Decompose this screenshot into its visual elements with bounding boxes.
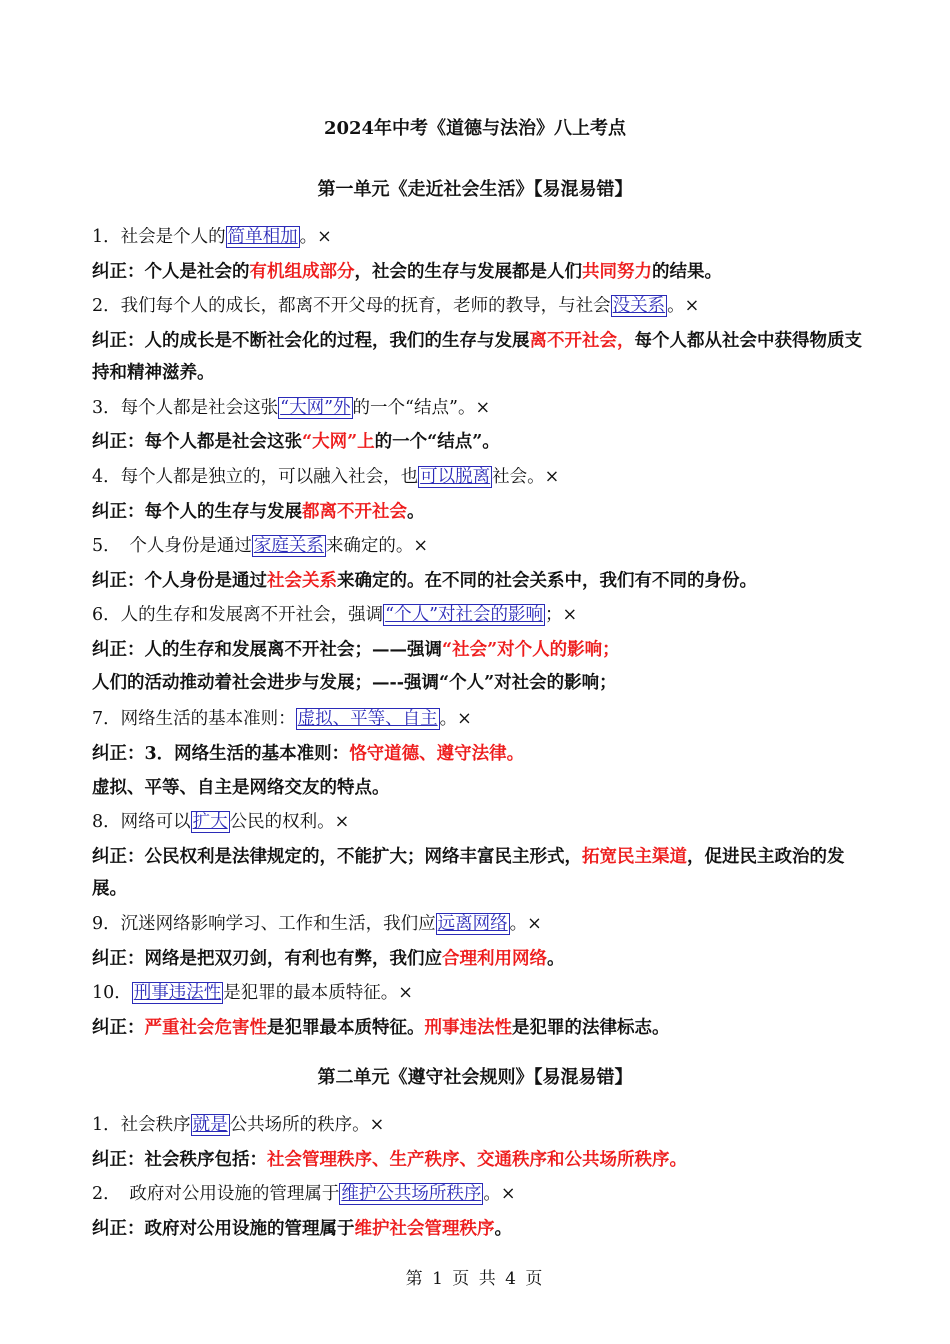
question-5: 5． 个人身份是通过 家庭关系 来确定的。× <box>92 536 429 556</box>
question-7: 7．网络生活的基本准则： 虚拟、平等、自主 。× <box>92 709 472 729</box>
correction-4: 纠正：每个人的生存与发展都离不开社会。 <box>92 502 425 522</box>
error-highlight: “个人”对社会的影响 <box>385 605 544 625</box>
error-highlight: 虚拟、平等、自主 <box>297 709 438 729</box>
correction-1: 纠正：个人是社会的有机组成部分，社会的生存与发展都是人们共同努力的结果。 <box>92 262 722 282</box>
section-heading-1: 第一单元《走近社会生活》【易混易错】 <box>317 179 633 200</box>
page-footer: 第 1 页 共 4 页 <box>405 1269 545 1289</box>
error-highlight: 可以脱离 <box>420 467 491 487</box>
error-highlight: 维护公共场所秩序 <box>341 1184 482 1204</box>
error-highlight: 简单相加 <box>227 227 298 247</box>
error-highlight: 家庭关系 <box>253 536 324 556</box>
question-2: 2．我们每个人的成长，都离不开父母的抚育，老师的教导，与社会 没关系 。× <box>92 296 700 316</box>
page-title: 2024年中考《道德与法治》八上考点 <box>323 118 627 139</box>
section-heading-2: 第二单元《遵守社会规则》【易混易错】 <box>317 1067 633 1088</box>
error-highlight: 扩大 <box>192 812 228 832</box>
question-4: 4．每个人都是独立的，可以融入社会，也 可以脱离 社会。× <box>92 467 560 487</box>
correction-7: 纠正：3．网络生活的基本准则：恪守道德、遵守法律。 <box>92 744 525 764</box>
question-6: 6．人的生存和发展离不开社会，强调 “个人”对社会的影响 ；× <box>92 605 578 625</box>
question-8: 8．网络可以 扩大 公民的权利。× <box>92 812 350 832</box>
question-9: 9．沉迷网络影响学习、工作和生活，我们应 远离网络 。× <box>92 914 542 934</box>
error-highlight: 就是 <box>192 1115 228 1135</box>
error-highlight: 远离网络 <box>437 914 508 934</box>
correction-10: 纠正：严重社会危害性是犯罪最本质特征。刑事违法性是犯罪的法律标志。 <box>92 1018 670 1038</box>
question-3: 3．每个人都是社会这张 “大网”外 的一个“结点”。× <box>92 398 491 418</box>
question-10: 10． 刑事违法性 是犯罪的最本质特征。× <box>92 983 413 1003</box>
question-s2-2: 2． 政府对公用设施的管理属于 维护公共场所秩序 。× <box>92 1184 516 1204</box>
correction-2: 纠正：人的成长是不断社会化的过程，我们的生存与发展离不开社会，每个人都从社会中获得物质支持和精神滋养。 <box>92 331 862 383</box>
question-1: 1．社会是个人的 简单相加 。× <box>92 227 332 247</box>
correction-3: 纠正：每个人都是社会这张“大网”上的一个“结点”。 <box>92 432 500 452</box>
error-highlight: 没关系 <box>612 296 666 316</box>
correction-s2-1: 纠正：社会秩序包括：社会管理秩序、生产秩序、交通秩序和公共场所秩序。 <box>92 1150 687 1170</box>
question-s2-1: 1．社会秩序 就是 公共场所的秩序。× <box>92 1115 385 1135</box>
correction-s2-2: 纠正：政府对公用设施的管理属于维护社会管理秩序。 <box>92 1219 512 1239</box>
error-highlight: “大网”外 <box>280 398 351 418</box>
correction-6: 纠正：人的生存和发展离不开社会；——强调“社会”对个人的影响； <box>92 640 620 660</box>
correction-8: 纠正：公民权利是法律规定的，不能扩大；网络丰富民主形式，拓宽民主渠道，促进民主政治的发展。 <box>92 847 845 899</box>
correction-5: 纠正：个人身份是通过社会关系来确定的。在不同的社会关系中，我们有不同的身份。 <box>92 571 757 591</box>
correction-9: 纠正：网络是把双刃剑，有利也有弊，我们应合理利用网络。 <box>92 949 565 969</box>
error-highlight: 刑事违法性 <box>133 983 222 1003</box>
correction-7-note: 虚拟、平等、自主是网络交友的特点。 <box>92 778 390 798</box>
correction-6-note: 人们的活动推动着社会进步与发展；—--强调“个人”对社会的影响； <box>92 673 617 693</box>
